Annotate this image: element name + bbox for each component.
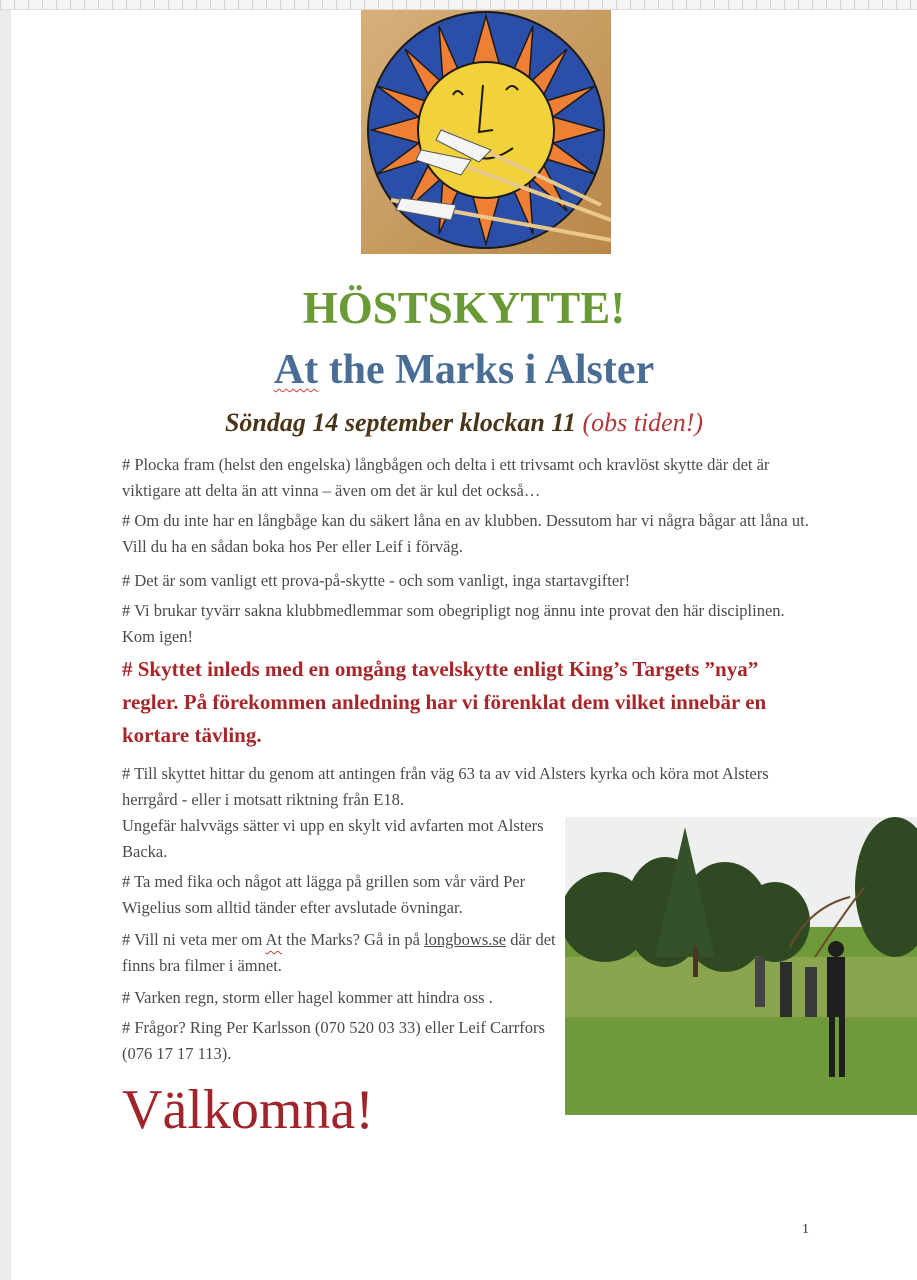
longbows-link[interactable]: longbows.se <box>424 930 507 949</box>
top-ruler <box>0 0 917 10</box>
more-at-word: At <box>265 930 283 949</box>
date-main: Söndag 14 september klockan 11 <box>224 408 576 437</box>
questions-paragraph: # Frågor? Ring Per Karlsson (070 520 03 33) eller Leif Carrfors (076 17 17 113). <box>122 1018 545 1063</box>
subtitle-rest: the Marks i Alster <box>318 347 655 393</box>
event-date <box>11 408 917 438</box>
paragraph-2: # Om du inte har en långbåge kan du säkert låna en av klubben. Dessutom har vi några bågar att låna ut. Vill du ha en sådan boka hos Per eller Leif i förväg. <box>122 511 809 556</box>
directions-paragraph: # Till skyttet hittar du genom att antingen från väg 63 ta av vid Alsters kyrka och köra mot Alsters herrgård - eller i motsatt riktning från E18. <box>122 764 769 809</box>
event-title: HÖSTSKYTTE! <box>302 283 626 333</box>
subtitle-at-word: At <box>273 347 319 393</box>
archers-field-image <box>565 817 917 1115</box>
weather-paragraph: # Varken regn, storm eller hagel kommer att hindra oss . <box>122 988 493 1007</box>
more-prefix: # Vill ni veta mer om <box>122 930 266 949</box>
document-page <box>11 10 917 1280</box>
paragraph-3: # Det är som vanligt ett prova-på-skytte - och som vanligt, inga startavgifter! <box>122 571 631 590</box>
target-with-arrows-image <box>361 10 611 254</box>
event-subtitle <box>11 346 917 394</box>
welcome-heading: Välkomna! <box>122 1079 374 1141</box>
date-note: (obs tiden!) <box>582 408 704 437</box>
paragraph-4: # Vi brukar tyvärr sakna klubbmedlemmar som obegripligt nog ännu inte provat den här disciplinen. Kom igen! <box>122 601 785 646</box>
more-info-paragraph <box>122 927 562 979</box>
more-suffix: där det finns bra filmer i ämnet. <box>122 930 556 975</box>
highlight-paragraph: # Skyttet inleds med en omgång tavelskytte enligt King’s Targets ”nya” regler. På förekommen anledning har vi förenklat dem vilket innebär en kortare tävling. <box>122 657 767 747</box>
page-number: 1 <box>802 1222 809 1237</box>
more-mid: the Marks? Gå in på <box>282 930 425 949</box>
directions-continued: Ungefär halvvägs sätter vi upp en skylt vid avfarten mot Alsters Backa. <box>122 816 544 861</box>
paragraph-1: # Plocka fram (helst den engelska) långbågen och delta i ett trivsamt och kravlöst skytte där det är viktigare att delta än att vinna – även om det är kul det också… <box>122 455 770 500</box>
fika-paragraph: # Ta med fika och något att lägga på grillen som vår värd Per Wigelius som alltid tänder efter avslutade övningar. <box>122 872 526 917</box>
